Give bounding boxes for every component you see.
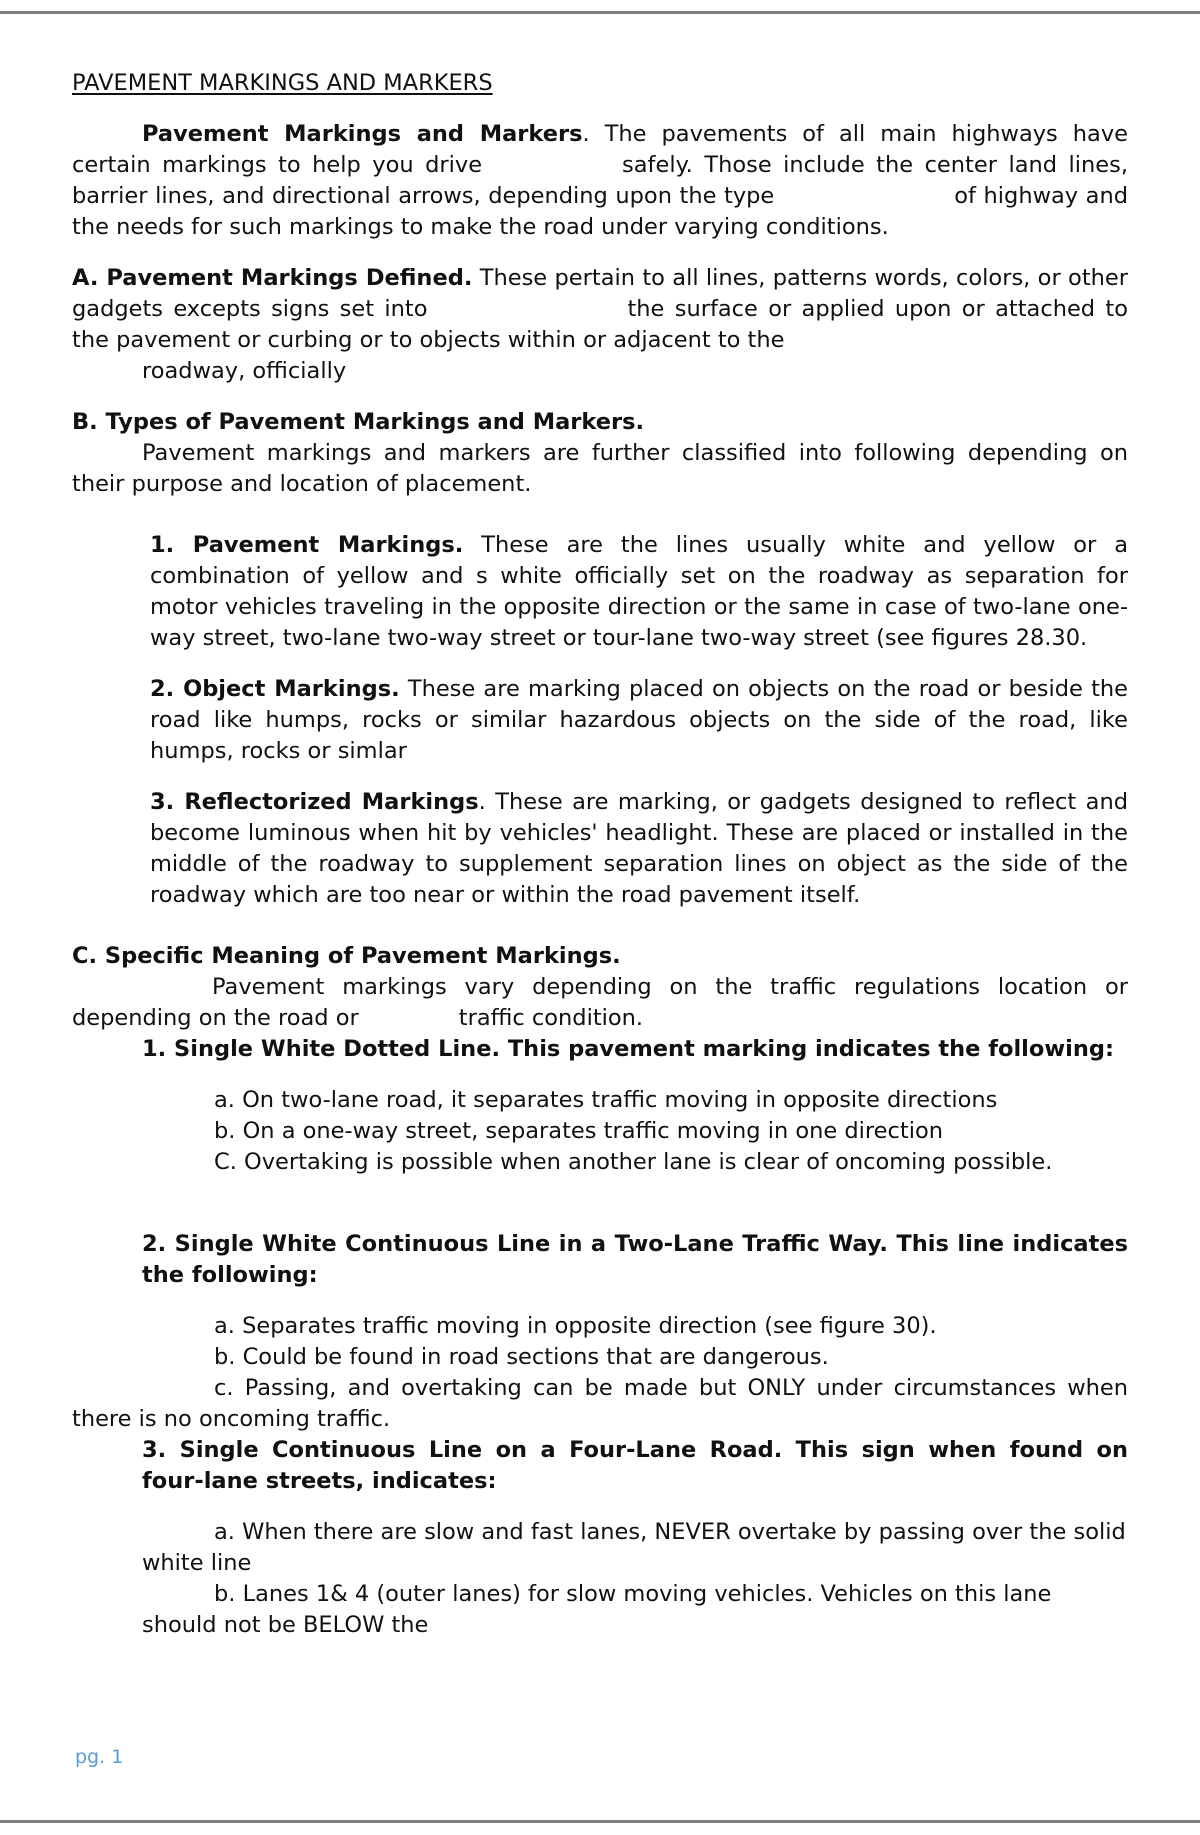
sub-item: c. Passing, and overtaking can be made but ONLY under circumstances when there is no oncoming traffic. (72, 1375, 1128, 1432)
section-c-intro: Pavement markings vary depending on the traffic regulations location or depending on the road or traffic condition. (72, 974, 1128, 1031)
section-a-tail: roadway, officially (142, 358, 347, 384)
page-number: pg. 1 (75, 1746, 124, 1768)
section-c-item-1 (72, 1034, 1128, 1178)
sub-item: b. On a one-way street, separates traffic moving in one direction (214, 1118, 943, 1144)
top-rule (0, 11, 1200, 14)
sub-item: b. Lanes 1& 4 (outer lanes) for slow moving vehicles. Vehicles on this lane should not be BELOW the (142, 1581, 1052, 1638)
section-c-item-3 (72, 1435, 1128, 1641)
sub-item: a. Separates traffic moving in opposite direction (see figure 30). (214, 1313, 937, 1339)
list-item: 3. Reflectorized Markings. These are marking, or gadgets designed to reflect and become luminous when hit by vehicles' headlight. These are placed or installed in the middle of the roadway to supplement separation lines on object as the side of the roadway which are too near or within the road pavement itself. (150, 789, 1129, 908)
section-b-heading: B. Types of Pavement Markings and Markers. (72, 409, 645, 435)
bottom-rule (0, 1820, 1200, 1823)
list-item: 1. Pavement Markings. These are the lines usually white and yellow or a combination of yellow and s white officially set on the roadway as separation for motor vehicles traveling in the opposite direction or the same in case of two-lane one-way street, two-lane two-way street or tour-lane two-way street (see figures 28.30. (150, 532, 1128, 651)
intro-lead: Pavement Markings and Markers (142, 121, 583, 147)
item-heading: 1. Single White Dotted Line. This pavement marking indicates the following: (142, 1036, 1114, 1062)
sub-item: a. When there are slow and fast lanes, NEVER overtake by passing over the solid white line (142, 1519, 1126, 1576)
item-heading: 3. Single Continuous Line on a Four-Lane Road. This sign when found on four-lane streets, indicates: (142, 1437, 1128, 1494)
section-c-item-2 (72, 1229, 1128, 1435)
intro-paragraph: Pavement Markings and Markers. The pavements of all main highways have certain markings to help you drive safely. Those include the center land lines, barrier lines, and directional arrows, depending upon the type of highway and the needs for such markings to make the road under varying conditions. (72, 121, 1129, 240)
sub-item: a. On two-lane road, it separates traffic moving in opposite directions (214, 1087, 998, 1113)
sub-item: b. Could be found in road sections that are dangerous. (214, 1344, 829, 1370)
section-c-heading: C. Specific Meaning of Pavement Markings. (72, 943, 621, 969)
list-item: 2. Object Markings. These are marking placed on objects on the road or beside the road like humps, rocks or similar hazardous objects on the side of the road, like humps, rocks or simlar (150, 676, 1129, 764)
document-title: PAVEMENT MARKINGS AND MARKERS (72, 70, 493, 96)
item-heading: 2. Single White Continuous Line in a Two-Lane Traffic Way. This line indicates the following: (142, 1231, 1128, 1288)
sub-item: C. Overtaking is possible when another lane is clear of oncoming possible. (214, 1149, 1053, 1175)
section-a-paragraph: A. Pavement Markings Defined. These pertain to all lines, patterns words, colors, or other gadgets excepts signs set into the surface or applied upon or attached to the pavement or curbing or to objects within or adjacent to the (72, 265, 1128, 353)
section-b-list (72, 530, 1128, 911)
document-page (72, 68, 1128, 1641)
section-b-intro: Pavement markings and markers are further classified into following depending on their purpose and location of placement. (72, 440, 1128, 497)
section-a-heading: A. Pavement Markings Defined. (72, 265, 473, 291)
